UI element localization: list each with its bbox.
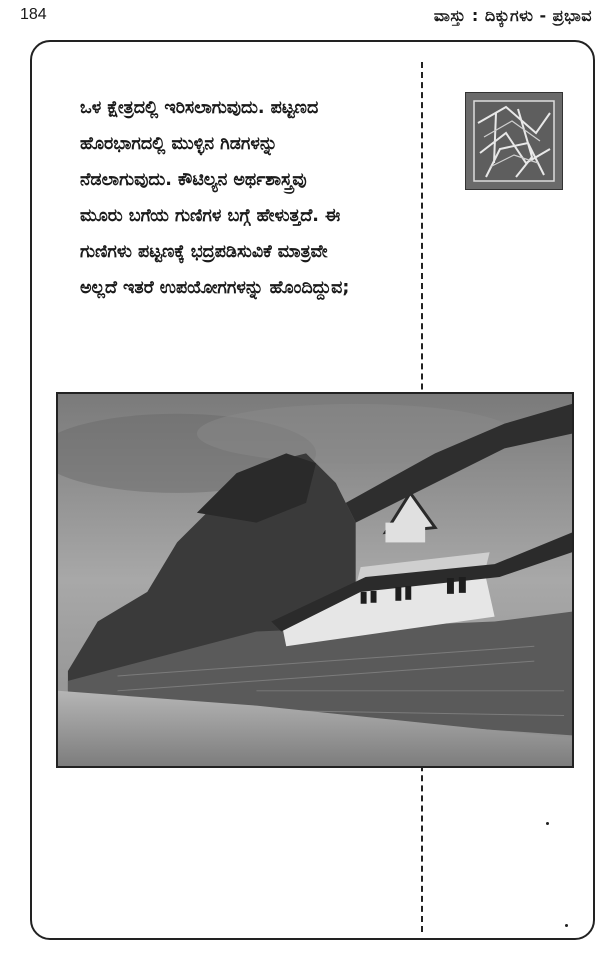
text-line: ಗುಣಿಗಳು ಪಟ್ಟಣಕ್ಕೆ ಭದ್ರಪಡಿಸುವಿಕೆ ಮಾತ್ರವೇ [80, 242, 328, 262]
text-line: ಒಳ ಕ್ಷೇತ್ರದಲ್ಲಿ ಇರಿಸಲಾಗುವುದು. ಪಟ್ಟಣದ [80, 98, 319, 118]
text-line: ಅಲ್ಲದೆ ಇತರೆ ಉಪಯೋಗಗಳನ್ನು ಹೊಂದಿದ್ದುವ; [80, 278, 350, 298]
print-speck [565, 924, 568, 927]
page-number: 184 [20, 6, 47, 23]
text-line: ಮೂರು ಬಗೆಯ ಗುಣಿಗಳ ಬಗ್ಗೆ ಹೇಳುತ್ತದೆ. ಈ [80, 206, 341, 226]
text-line: ನೆಡಲಾಗುವುದು. ಕೌಟಿಲ್ಯನ ಅರ್ಥಶಾಸ್ತ್ರವು [80, 170, 307, 190]
castle-photograph [56, 392, 574, 768]
text-line: ಹೊರಭಾಗದಲ್ಲಿ ಮುಳ್ಳಿನ ಗಿಡಗಳನ್ನು [80, 134, 278, 154]
vastu-grid-icon [465, 92, 563, 190]
running-head: ವಾಸ್ತು : ದಿಕ್ಕುಗಳು - ಪ್ರಭಾವ [433, 6, 592, 25]
body-paragraph [80, 90, 410, 306]
print-speck [546, 822, 549, 825]
